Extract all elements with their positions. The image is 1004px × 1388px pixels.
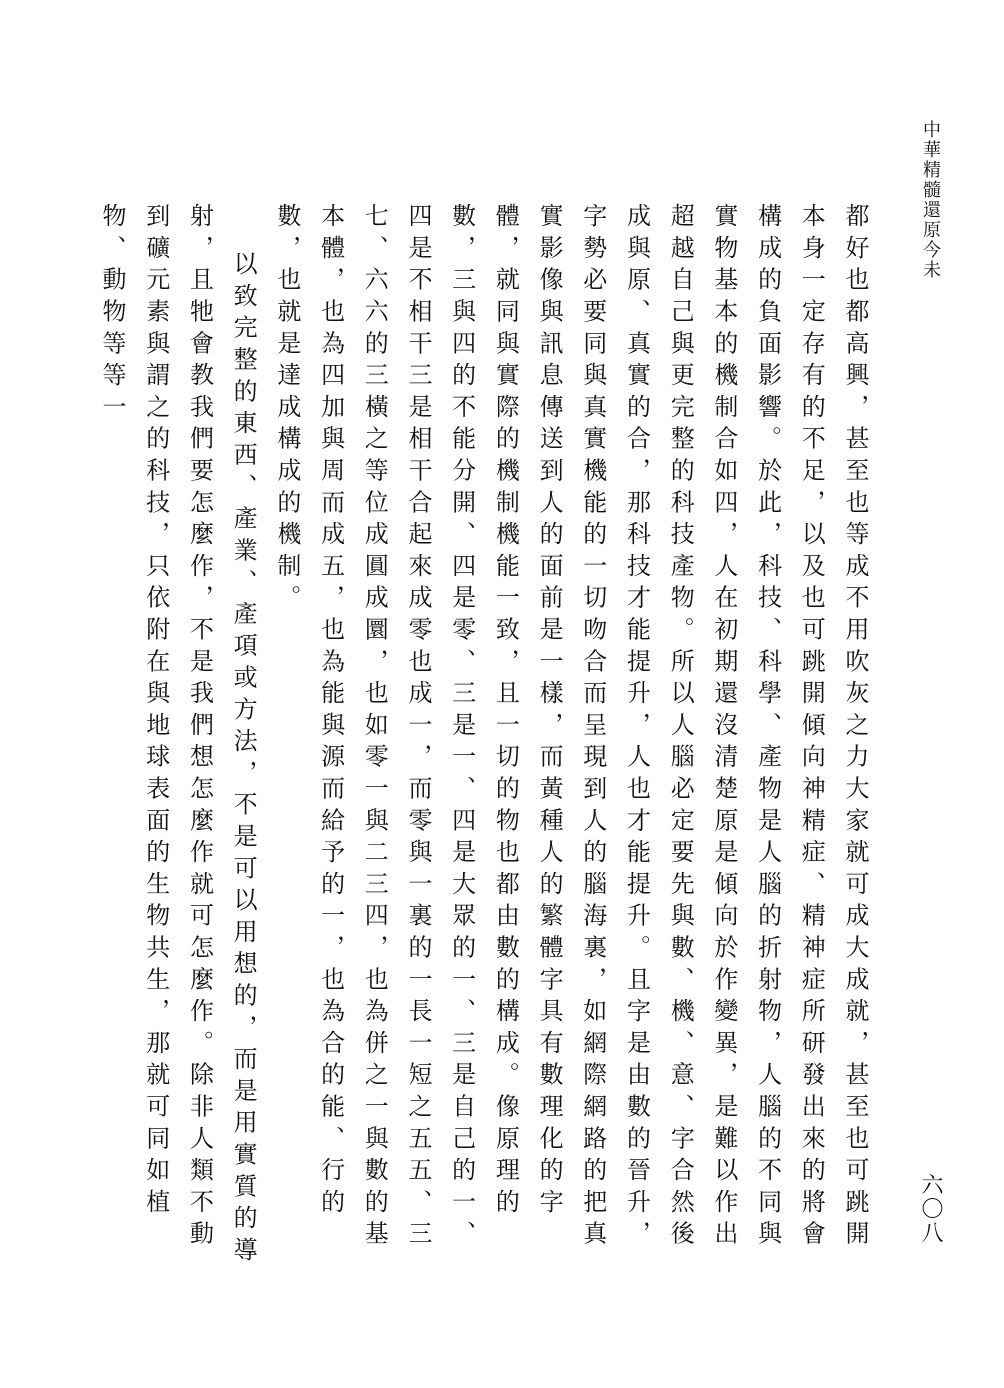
page-number: 六〇八	[918, 1173, 943, 1245]
body-text	[98, 203, 876, 1283]
running-header-title: 中華精髓還原今未	[920, 120, 941, 280]
paragraph: 都好也都高興，甚至也等成不用吹灰之力大家就可成大成就，甚至也可跳開本身一定存有的不足，以及也可跳開傾向神精症、精神症所研發出來的將會構成的負面影響。於此，科技、科學、產物是人腦的折射物，人腦的不同與實物基本的機制合如四，人在初期還沒清楚原是傾向於作變異，是難以作出超越自己與更完整的科技產物。所以人腦必定要先與數、機、意、字合然後成與原、真實的合，那科技才能提升，人也才能提升。且字是由數的晉升，字勢必要同與真實機能的一切吻合而呈現到人的腦海裏，如網際網路的把真實影像與訊息傳送到人的面前是一樣，而黃種人的繁體字具有數理化的字體，就同與實際的機制機能一致，且一切的物也都由數的構成。像原理的數，三與四的不能分開、四是零、三是一、四是大眾的一、三是自己的一、四是不相干三是相干合起來成零也成一，而零與一裏的一長一短之五五、三七、六六的三橫之等位成圓成圜，也如零一與二三四，也為併之一與數的基本體，也為四加與周而成五，也為能與源而給予的一，也為合的能、行的數，也就是達成構成的機制。	[272, 203, 869, 1253]
paragraph: 以致完整的東西、產業、產項或方法，不是可以用想的，而是用實質的導射，且牠會教我們要怎麼作，不是我們想怎麼作就可怎麼作。除非人類不動到礦元素與謂之的科技，只依附在與地球表面的生物共生，那就可同如植物、動物等等一	[98, 203, 258, 1269]
